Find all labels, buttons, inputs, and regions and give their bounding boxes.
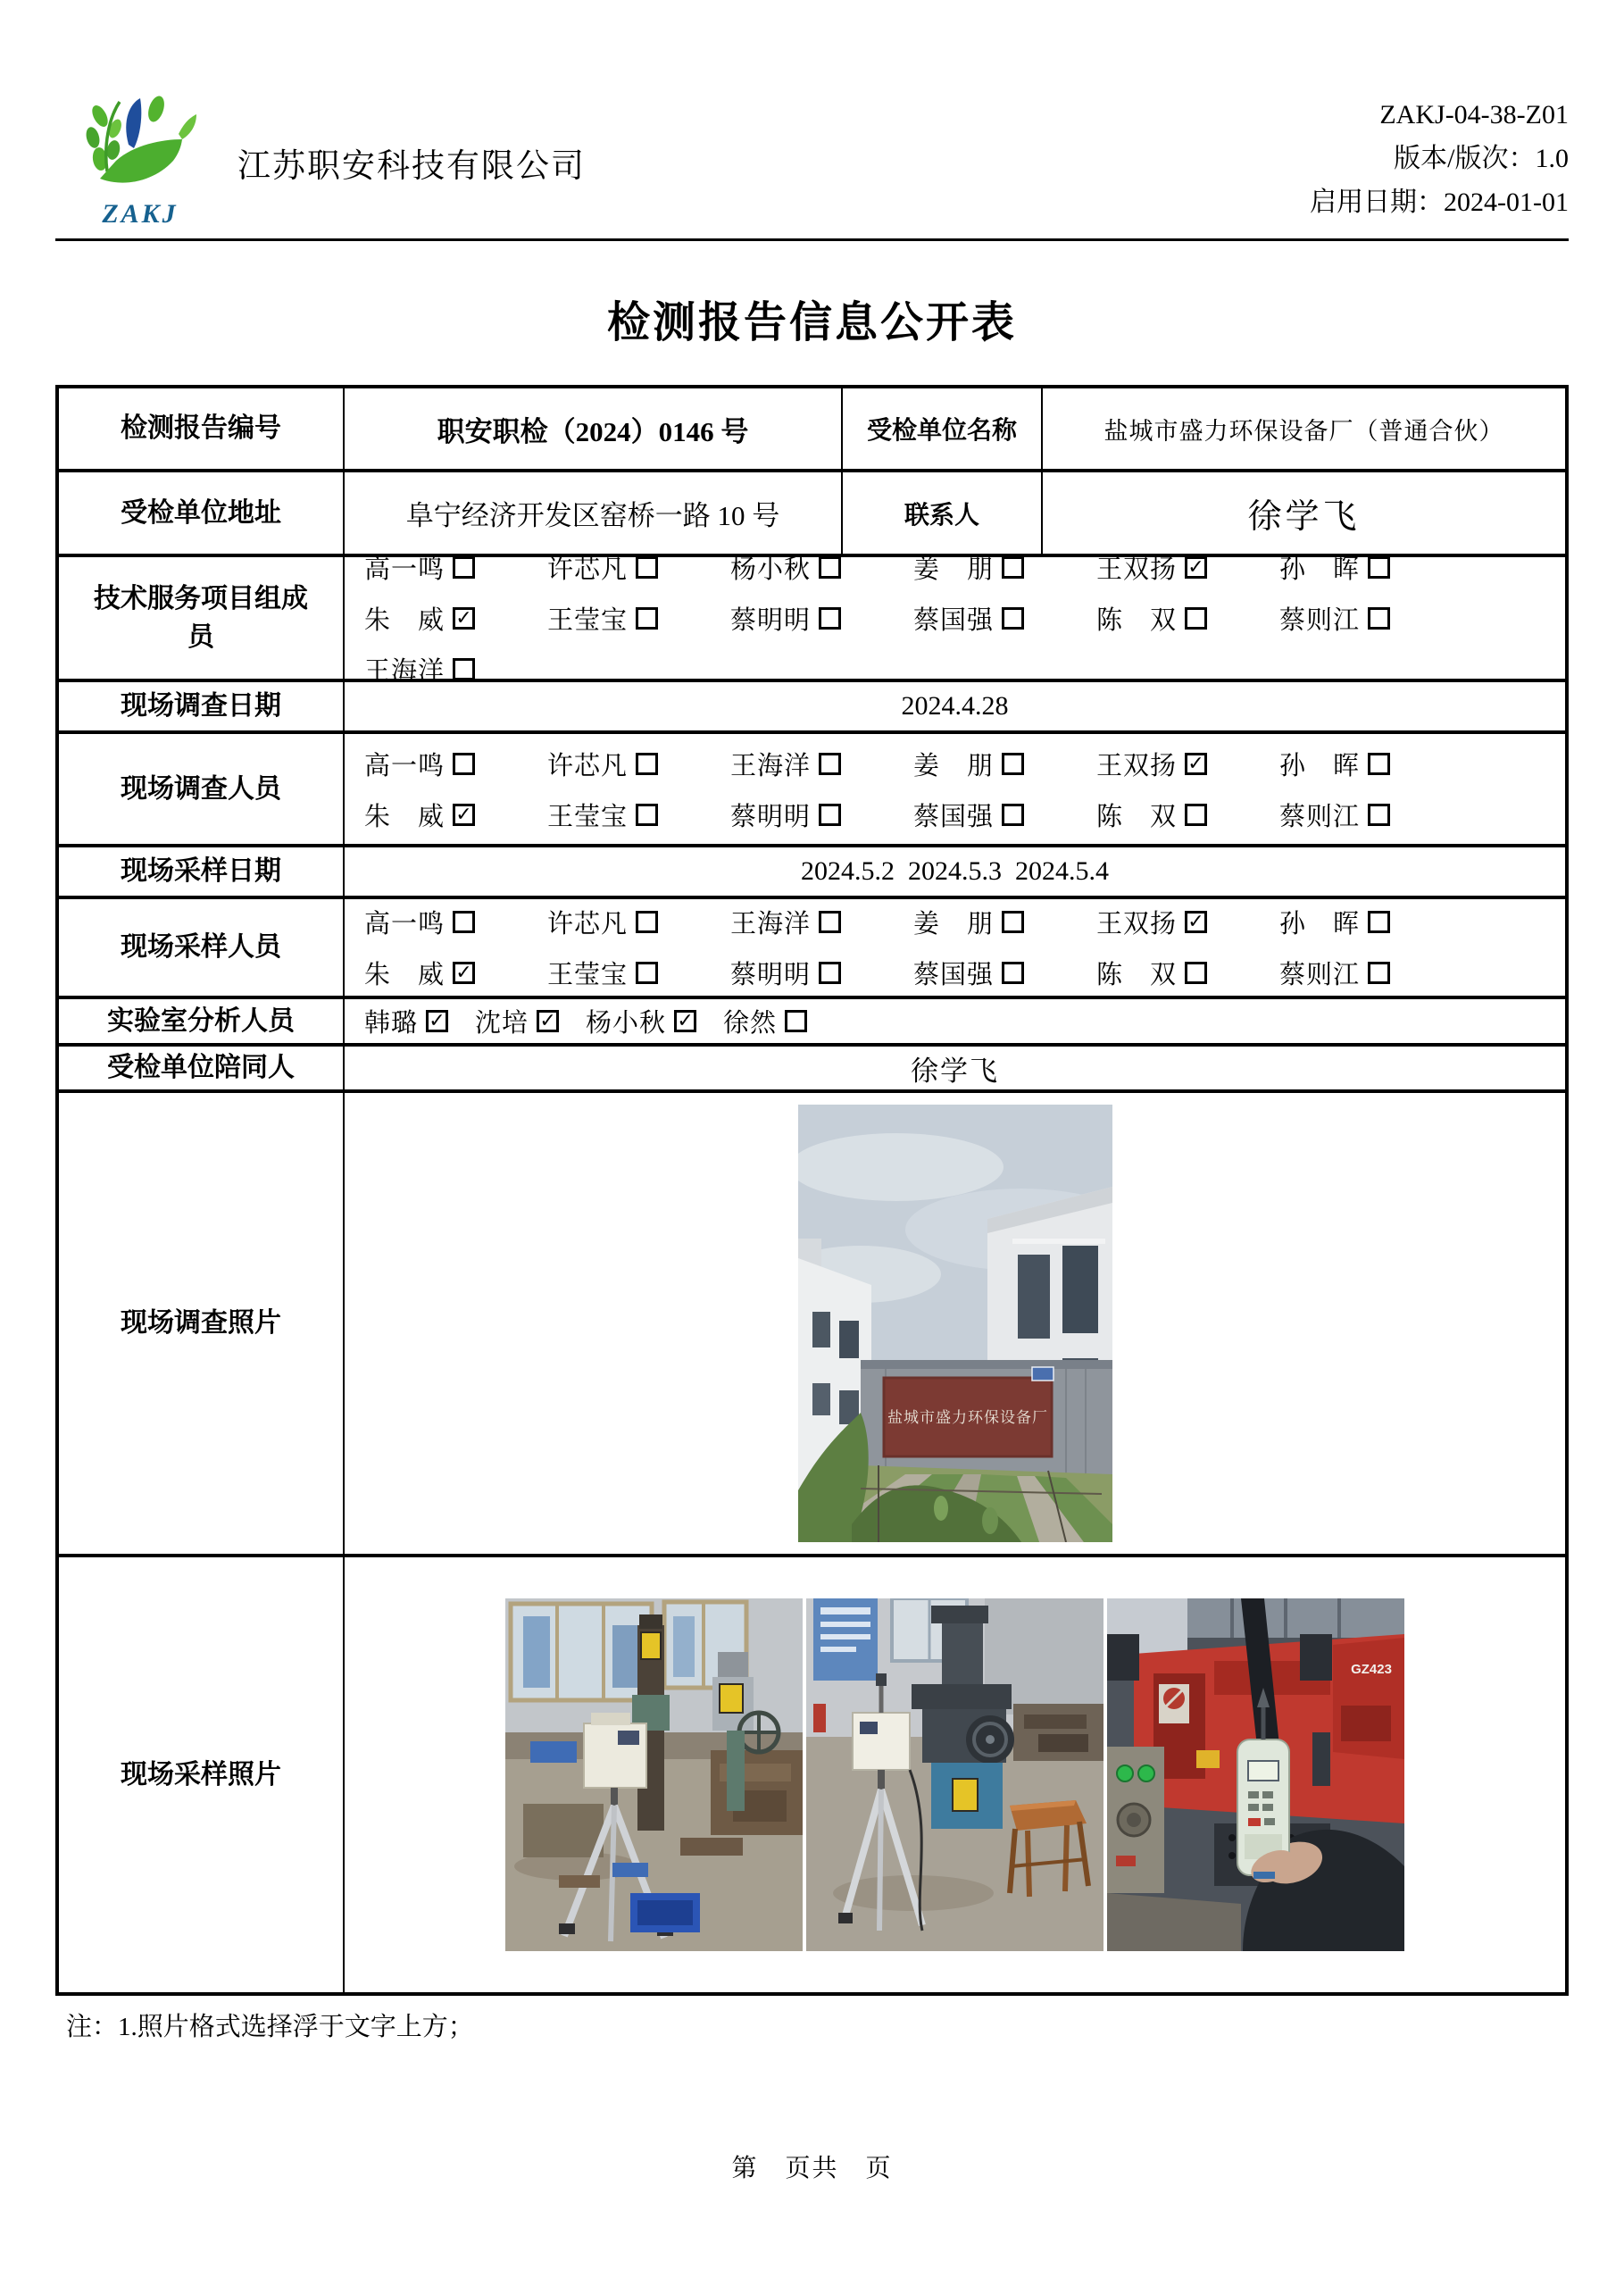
person-name: 徐然: [723, 1009, 778, 1038]
person-item: [1279, 955, 1462, 991]
sampling-staff-label: 现场采样人员: [59, 899, 345, 996]
checkbox-unchecked-icon: [453, 556, 475, 579]
checkbox-unchecked-icon: [1185, 962, 1207, 984]
checkbox-checked-icon: ✓: [1185, 911, 1207, 933]
checkbox-unchecked-icon: [636, 804, 658, 826]
survey-photo-cell: [345, 1093, 1565, 1554]
person-item: [1096, 797, 1279, 833]
person-item: [913, 600, 1096, 637]
checkbox-unchecked-icon: [1002, 962, 1024, 984]
row-escort: [59, 1043, 1565, 1089]
checkbox-unchecked-icon: [1002, 804, 1024, 826]
checkbox-checked-icon: ✓: [453, 804, 475, 826]
lab-staff-list: [345, 999, 1565, 1043]
escort-label: 受检单位陪同人: [59, 1047, 345, 1089]
person-name: 高一鸣: [364, 910, 446, 939]
address-label: 受检单位地址: [59, 472, 345, 554]
person-name: 韩璐: [364, 1009, 419, 1038]
person-name: 姜 朋: [913, 910, 995, 939]
person-item: [913, 904, 1096, 940]
person-name: 王双扬: [1096, 555, 1178, 584]
person-name: 蔡明明: [730, 605, 812, 635]
survey-date-value: 2024.4.28: [901, 691, 1009, 721]
checkbox-unchecked-icon: [1368, 962, 1390, 984]
person-item: [730, 746, 913, 782]
factory-sign-text: 盐城市盛力环保设备厂: [887, 1409, 1048, 1426]
sampling-photo-label: 现场采样照片: [59, 1557, 345, 1992]
checkbox-unchecked-icon: [636, 962, 658, 984]
person-name: 许芯凡: [547, 910, 629, 939]
logo-zakj-text: ZAKJ: [102, 199, 179, 229]
checkbox-unchecked-icon: [636, 911, 658, 933]
person-item: [364, 600, 547, 637]
escort-value: 徐学飞: [911, 1055, 999, 1087]
row-sampling-photo: [59, 1554, 1565, 1992]
checkbox-unchecked-icon: [1368, 607, 1390, 630]
person-name: 许芯凡: [547, 555, 629, 584]
checkbox-unchecked-icon: [636, 607, 658, 630]
person-name: 蔡则江: [1279, 802, 1361, 831]
checkbox-unchecked-icon: [1002, 607, 1024, 630]
checkbox-unchecked-icon: [453, 911, 475, 933]
person-item: [547, 746, 730, 782]
person-item: [1096, 904, 1279, 940]
person-name: 蔡明明: [730, 802, 812, 831]
person-name: 朱 威: [364, 961, 446, 989]
checkbox-unchecked-icon: [819, 804, 841, 826]
report-no-value: 职安职检（2024）0146 号: [345, 388, 843, 469]
checkbox-unchecked-icon: [636, 753, 658, 775]
row-survey-photo: [59, 1089, 1565, 1554]
person-item: [364, 1003, 448, 1039]
unit-name-label: 受检单位名称: [843, 388, 1043, 469]
address-value: 阜宁经济开发区窑桥一路 10 号: [345, 472, 843, 554]
person-name: 高一鸣: [364, 555, 446, 584]
person-name: 朱 威: [364, 802, 446, 831]
sampling-photo-2: [806, 1598, 1103, 1951]
person-item: [913, 797, 1096, 833]
person-name: 许芯凡: [547, 751, 629, 780]
person-name: 陈 双: [1096, 802, 1178, 831]
checkbox-unchecked-icon: [819, 607, 841, 630]
person-name: 蔡明明: [730, 961, 812, 989]
checkbox-checked-icon: ✓: [453, 607, 475, 630]
unit-name-value: 盐城市盛力环保设备厂（普通合伙）: [1103, 417, 1504, 445]
person-item: [1279, 746, 1462, 782]
doc-version: 版本/版次：1.0: [1394, 144, 1569, 173]
row-report-no: [59, 388, 1565, 469]
sampling-date-label: 现场采样日期: [59, 847, 345, 896]
sampling-photo-1: [505, 1598, 803, 1951]
person-item: [364, 904, 547, 940]
checkbox-checked-icon: ✓: [453, 962, 475, 984]
person-item: [364, 549, 547, 586]
person-item: [730, 904, 913, 940]
person-item: [547, 904, 730, 940]
info-table: [55, 385, 1569, 1996]
logo-graphic-icon: [73, 82, 207, 198]
row-sampling-date: [59, 844, 1565, 896]
person-item: [547, 955, 730, 991]
row-sampling-staff: [59, 896, 1565, 996]
person-name: 孙 晖: [1279, 751, 1361, 780]
person-name: 姜 朋: [913, 555, 995, 584]
person-name: 朱 威: [364, 605, 446, 635]
person-item: [1096, 746, 1279, 782]
person-name: 孙 晖: [1279, 555, 1361, 584]
checkbox-unchecked-icon: [1002, 911, 1024, 933]
team-label: 技术服务项目组成员: [59, 557, 345, 679]
lab-staff-label: 实验室分析人员: [59, 999, 345, 1043]
person-item: [730, 955, 913, 991]
checkbox-checked-icon: ✓: [426, 1010, 448, 1032]
person-item: [547, 549, 730, 586]
page-number-footer: 第 页共 页: [731, 2155, 893, 2182]
person-name: 孙 晖: [1279, 910, 1361, 939]
person-name: 蔡则江: [1279, 961, 1361, 989]
person-item: [1279, 904, 1462, 940]
person-name: 蔡国强: [913, 802, 995, 831]
person-item: [1096, 955, 1279, 991]
person-item: [364, 797, 547, 833]
person-name: 姜 朋: [913, 751, 995, 780]
sampling-photo-3: [1107, 1598, 1404, 1951]
row-lab-staff: [59, 996, 1565, 1043]
page-header: [55, 0, 1569, 229]
survey-staff-list: [345, 734, 1565, 844]
checkbox-unchecked-icon: [819, 753, 841, 775]
header-divider: [55, 238, 1569, 241]
person-item: [586, 1003, 696, 1039]
survey-date-label: 现场调查日期: [59, 682, 345, 730]
person-item: [730, 600, 913, 637]
page-title: 检测报告信息公开表: [606, 299, 1017, 346]
person-name: 王双扬: [1096, 751, 1178, 780]
sampling-photo-cell: [345, 1557, 1565, 1992]
checkbox-unchecked-icon: [1368, 556, 1390, 579]
checkbox-checked-icon: ✓: [537, 1010, 559, 1032]
person-item: [723, 1003, 807, 1039]
person-item: [1279, 797, 1462, 833]
person-item: [547, 600, 730, 637]
checkbox-unchecked-icon: [453, 658, 475, 680]
person-item: [364, 746, 547, 782]
survey-photo-label: 现场调查照片: [59, 1093, 345, 1554]
person-name: 杨小秋: [730, 555, 812, 584]
document-meta: [1310, 93, 1569, 229]
person-name: 王海洋: [730, 751, 812, 780]
person-item: [730, 549, 913, 586]
checkbox-unchecked-icon: [1002, 753, 1024, 775]
person-name: 高一鸣: [364, 751, 446, 780]
person-name: 王莹宝: [547, 961, 629, 989]
row-address: [59, 469, 1565, 554]
person-name: 蔡则江: [1279, 605, 1361, 635]
checkbox-checked-icon: ✓: [1185, 753, 1207, 775]
checkbox-unchecked-icon: [785, 1010, 807, 1032]
contact-value: 徐学飞: [1247, 498, 1361, 536]
report-no-label: 检测报告编号: [59, 388, 345, 469]
row-survey-staff: [59, 730, 1565, 844]
note-line: 注：1.照片格式选择浮于文字上方；: [66, 2013, 474, 2041]
person-item: [1279, 549, 1462, 586]
checkbox-unchecked-icon: [453, 753, 475, 775]
doc-enable-date: 启用日期：2024-01-01: [1310, 188, 1569, 217]
company-logo: [55, 82, 225, 229]
contact-label: 联系人: [843, 472, 1043, 554]
person-item: [913, 955, 1096, 991]
person-name: 蔡国强: [913, 961, 995, 989]
person-item: [1096, 600, 1279, 637]
survey-photo: [798, 1105, 1112, 1542]
checkbox-unchecked-icon: [819, 962, 841, 984]
checkbox-unchecked-icon: [636, 556, 658, 579]
sampling-staff-list: [345, 899, 1565, 996]
sampling-date-value: 2024.5.2 2024.5.3 2024.5.4: [801, 856, 1109, 886]
person-item: [475, 1003, 559, 1039]
person-item: [364, 955, 547, 991]
checkbox-unchecked-icon: [1368, 911, 1390, 933]
checkbox-unchecked-icon: [1368, 804, 1390, 826]
row-team-members: [59, 554, 1565, 686]
machine-model-text: GZ423: [1351, 1662, 1392, 1677]
team-members-list: [345, 555, 1565, 686]
person-item: [730, 797, 913, 833]
person-item: [547, 797, 730, 833]
person-name: 陈 双: [1096, 605, 1178, 635]
checkbox-unchecked-icon: [1368, 753, 1390, 775]
row-survey-date: [59, 679, 1565, 730]
person-item: [1279, 600, 1462, 637]
doc-code: ZAKJ-04-38-Z01: [1379, 100, 1569, 129]
checkbox-unchecked-icon: [1002, 556, 1024, 579]
checkbox-unchecked-icon: [1185, 607, 1207, 630]
person-item: [1096, 549, 1279, 586]
checkbox-checked-icon: ✓: [674, 1010, 696, 1032]
person-name: 杨小秋: [586, 1009, 667, 1038]
person-name: 王双扬: [1096, 910, 1178, 939]
checkbox-checked-icon: ✓: [1185, 556, 1207, 579]
person-name: 陈 双: [1096, 961, 1178, 989]
person-item: [913, 549, 1096, 586]
survey-staff-label: 现场调查人员: [59, 734, 345, 844]
person-name: 王海洋: [364, 656, 446, 686]
person-name: 沈培: [475, 1009, 529, 1038]
person-name: 王莹宝: [547, 605, 629, 635]
person-item: [913, 746, 1096, 782]
checkbox-unchecked-icon: [819, 911, 841, 933]
company-name: 江苏职安科技有限公司: [237, 148, 586, 185]
person-name: 蔡国强: [913, 605, 995, 635]
checkbox-unchecked-icon: [1185, 804, 1207, 826]
checkbox-unchecked-icon: [819, 556, 841, 579]
person-name: 王莹宝: [547, 802, 629, 831]
person-name: 王海洋: [730, 910, 812, 939]
